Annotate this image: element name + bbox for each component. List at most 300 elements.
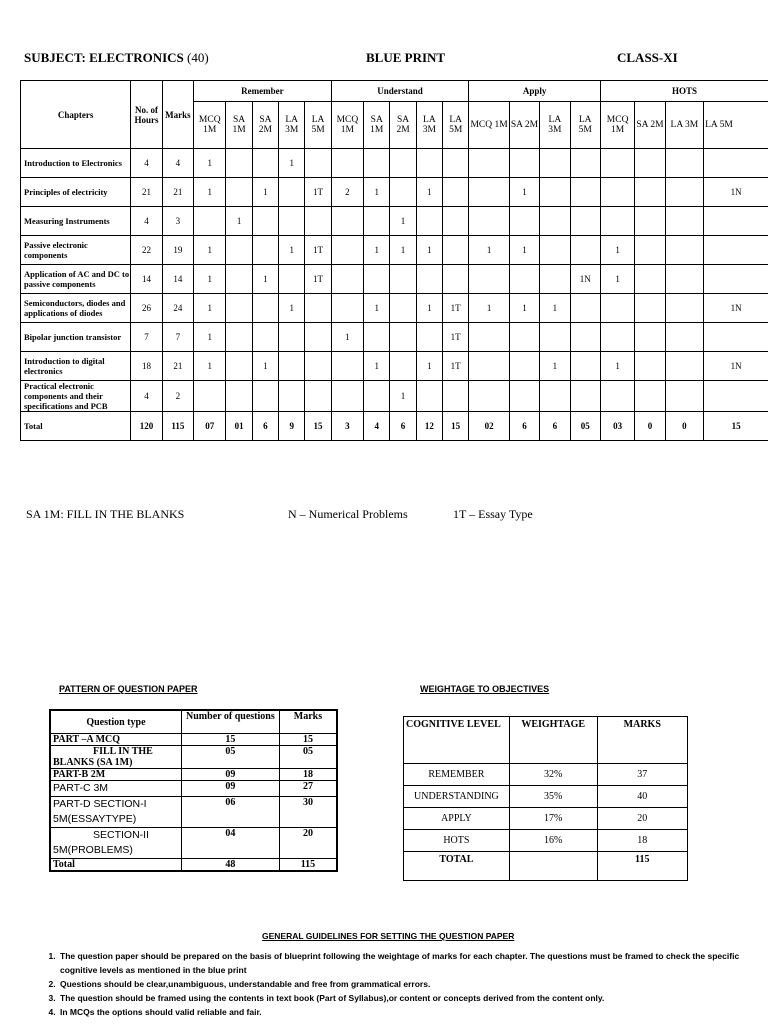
- chapter-row: [21, 178, 768, 207]
- question-count-cell: [305, 323, 331, 352]
- weightage-weight: 16%: [509, 830, 597, 852]
- question-count-cell: [331, 207, 363, 236]
- question-count-cell: [226, 352, 252, 381]
- weightage-weight: 17%: [509, 808, 597, 830]
- question-count-cell: 02: [469, 412, 509, 441]
- question-count-cell: [331, 265, 363, 294]
- chapter-marks: 4: [162, 149, 193, 178]
- question-type-header: SA 2M: [252, 102, 278, 149]
- chapter-name: Introduction to Electronics: [21, 149, 131, 178]
- chapter-name: Practical electronic components and their specifications and PCB: [21, 381, 131, 412]
- question-count-cell: [252, 236, 278, 265]
- question-count-cell: [416, 207, 442, 236]
- question-count-cell: [416, 149, 442, 178]
- chapter-marks: 19: [162, 236, 193, 265]
- chapter-row: [21, 207, 768, 236]
- question-count-cell: 1: [279, 236, 305, 265]
- question-count-cell: 1N: [704, 178, 768, 207]
- pattern-row: [50, 797, 337, 828]
- chapter-name: Principles of electricity: [21, 178, 131, 207]
- question-count-cell: 9: [279, 412, 305, 441]
- question-type-header: LA 5M: [305, 102, 331, 149]
- pattern-row-marks: 30: [279, 797, 337, 828]
- guideline-item: 4. In MCQs the options should valid reliable and fair.: [58, 1005, 758, 1019]
- question-count-cell: [509, 352, 539, 381]
- question-count-cell: 1: [364, 352, 390, 381]
- question-count-cell: [570, 323, 600, 352]
- chapter-name: Application of AC and DC to passive components: [21, 265, 131, 294]
- question-count-cell: 03: [600, 412, 634, 441]
- weightage-row: [404, 786, 688, 808]
- weightage-title: WEIGHTAGE TO OBJECTIVES: [420, 684, 550, 694]
- weightage-body: [404, 764, 688, 881]
- col-hours: No. of Hours: [131, 81, 162, 149]
- question-type-header: MCQ 1M: [331, 102, 363, 149]
- question-count-cell: [570, 236, 600, 265]
- question-count-cell: [540, 381, 570, 412]
- pattern-row: [50, 781, 337, 797]
- question-count-cell: [443, 381, 469, 412]
- question-count-cell: [305, 352, 331, 381]
- question-count-cell: [279, 352, 305, 381]
- question-count-cell: 1: [364, 294, 390, 323]
- subject-marks: (40): [187, 50, 209, 65]
- pattern-row-type: PART –A MCQ: [50, 734, 181, 746]
- pattern-row-type: PART-B 2M: [50, 769, 181, 781]
- weightage-level: UNDERSTANDING: [404, 786, 510, 808]
- question-count-cell: 1: [416, 236, 442, 265]
- question-count-cell: [226, 265, 252, 294]
- question-type-header: LA 5M: [443, 102, 469, 149]
- question-count-cell: [509, 265, 539, 294]
- pattern-row-marks: 27: [279, 781, 337, 797]
- chapter-marks: 3: [162, 207, 193, 236]
- question-count-cell: [305, 294, 331, 323]
- chapter-name: Measuring Instruments: [21, 207, 131, 236]
- weightage-level: REMEMBER: [404, 764, 510, 786]
- weightage-total-marks: 115: [597, 852, 687, 881]
- question-count-cell: [704, 265, 768, 294]
- weightage-weight: 35%: [509, 786, 597, 808]
- question-count-cell: [665, 381, 703, 412]
- question-count-cell: [540, 207, 570, 236]
- question-count-cell: [635, 178, 665, 207]
- question-count-cell: 1: [416, 178, 442, 207]
- pattern-row-type-text: FILL IN THE BLANKS (SA 1M): [53, 746, 153, 768]
- pattern-row-marks: 05: [279, 746, 337, 769]
- weightage-marks: 18: [597, 830, 687, 852]
- pattern-table: [49, 709, 338, 872]
- guidelines-list: [40, 949, 758, 1019]
- question-count-cell: [390, 323, 416, 352]
- question-count-cell: 1: [279, 149, 305, 178]
- pattern-row: [50, 828, 337, 859]
- weightage-marks: 40: [597, 786, 687, 808]
- question-count-cell: [390, 352, 416, 381]
- pattern-row-count: 05: [181, 746, 279, 769]
- pattern-header-type: Question type: [50, 710, 181, 734]
- question-type-header: LA 3M: [416, 102, 442, 149]
- pattern-row-count: 09: [181, 769, 279, 781]
- question-count-cell: 1: [226, 207, 252, 236]
- pattern-row: [50, 734, 337, 746]
- question-count-cell: 4: [364, 412, 390, 441]
- chapter-name: Introduction to digital electronics: [21, 352, 131, 381]
- weightage-header-weight: WEIGHTAGE: [509, 717, 597, 764]
- question-count-cell: [194, 381, 226, 412]
- question-type-header: LA 3M: [665, 102, 703, 149]
- pattern-total-label: Total: [50, 859, 181, 872]
- question-count-cell: [364, 149, 390, 178]
- question-count-cell: [469, 149, 509, 178]
- pattern-row-count: 06: [181, 797, 279, 828]
- chapter-hours: 26: [131, 294, 162, 323]
- weightage-total-row: [404, 852, 688, 881]
- subject-label: SUBJECT: ELECTRONICS: [24, 50, 184, 65]
- chapter-row: [21, 236, 768, 265]
- weightage-marks: 20: [597, 808, 687, 830]
- chapter-hours: 4: [131, 149, 162, 178]
- question-count-cell: [252, 294, 278, 323]
- question-count-cell: [635, 294, 665, 323]
- question-count-cell: [279, 207, 305, 236]
- chapter-hours: 4: [131, 381, 162, 412]
- question-count-cell: [443, 207, 469, 236]
- question-count-cell: [331, 381, 363, 412]
- question-count-cell: 1: [194, 323, 226, 352]
- chapter-marks: 24: [162, 294, 193, 323]
- question-count-cell: [635, 352, 665, 381]
- chapter-hours: 21: [131, 178, 162, 207]
- chapter-hours: 7: [131, 323, 162, 352]
- question-count-cell: 1N: [704, 294, 768, 323]
- question-count-cell: [252, 323, 278, 352]
- question-count-cell: 6: [390, 412, 416, 441]
- question-count-cell: [509, 381, 539, 412]
- pattern-row-type: PART-C 3M: [50, 781, 181, 797]
- question-count-cell: [704, 149, 768, 178]
- weightage-table: [403, 716, 688, 881]
- question-count-cell: [570, 294, 600, 323]
- question-count-cell: [443, 265, 469, 294]
- chapter-hours: 14: [131, 265, 162, 294]
- weightage-row: [404, 830, 688, 852]
- question-type-header: SA 2M: [390, 102, 416, 149]
- question-count-cell: [252, 149, 278, 178]
- question-count-cell: [226, 178, 252, 207]
- question-count-cell: [226, 236, 252, 265]
- question-count-cell: [540, 178, 570, 207]
- guideline-item: 3. The question should be framed using the contents in text book (Part of Syllabus),or content or concepts derived from the content only.: [58, 991, 758, 1005]
- question-count-cell: [252, 207, 278, 236]
- blueprint-table: [20, 80, 768, 441]
- question-count-cell: [704, 207, 768, 236]
- weightage-marks: 37: [597, 764, 687, 786]
- question-count-cell: 6: [509, 412, 539, 441]
- question-count-cell: [540, 236, 570, 265]
- question-count-cell: 1: [252, 265, 278, 294]
- question-count-cell: 0: [665, 412, 703, 441]
- question-count-cell: 1: [364, 178, 390, 207]
- chapter-marks: 21: [162, 352, 193, 381]
- question-count-cell: 15: [305, 412, 331, 441]
- question-count-cell: 07: [194, 412, 226, 441]
- question-count-cell: 6: [540, 412, 570, 441]
- question-count-cell: 1: [600, 352, 634, 381]
- question-count-cell: [635, 149, 665, 178]
- question-count-cell: 1: [194, 294, 226, 323]
- weightage-level: APPLY: [404, 808, 510, 830]
- question-count-cell: [469, 381, 509, 412]
- question-count-cell: 1T: [305, 178, 331, 207]
- question-count-cell: [416, 381, 442, 412]
- question-count-cell: [305, 207, 331, 236]
- question-count-cell: [194, 207, 226, 236]
- subject-heading: [24, 50, 209, 66]
- chapter-hours: 22: [131, 236, 162, 265]
- question-count-cell: 1T: [443, 323, 469, 352]
- chapter-marks: 7: [162, 323, 193, 352]
- question-count-cell: 6: [252, 412, 278, 441]
- question-count-cell: [600, 323, 634, 352]
- question-type-header: SA 2M: [509, 102, 539, 149]
- question-type-header: LA 3M: [540, 102, 570, 149]
- chapter-row: [21, 294, 768, 323]
- pattern-row-type: SECTION-II 5M(PROBLEMS): [50, 828, 181, 859]
- question-count-cell: [665, 294, 703, 323]
- blueprint-total-row: [21, 412, 768, 441]
- question-count-cell: 1N: [570, 265, 600, 294]
- blueprint-body: [21, 149, 768, 441]
- question-type-header: MCQ 1M: [469, 102, 509, 149]
- question-count-cell: [443, 149, 469, 178]
- question-count-cell: 1: [194, 352, 226, 381]
- legend-essay: 1T – Essay Type: [453, 507, 533, 521]
- chapter-row: [21, 381, 768, 412]
- chapter-name: Passive electronic components: [21, 236, 131, 265]
- question-count-cell: [635, 265, 665, 294]
- question-count-cell: 1: [194, 178, 226, 207]
- question-count-cell: [570, 207, 600, 236]
- question-count-cell: 1: [416, 294, 442, 323]
- question-count-cell: [279, 323, 305, 352]
- question-type-header: SA 2M: [635, 102, 665, 149]
- weightage-level: HOTS: [404, 830, 510, 852]
- pattern-row: [50, 769, 337, 781]
- question-count-cell: 1: [390, 207, 416, 236]
- legend-sa: SA 1M: FILL IN THE BLANKS: [26, 507, 185, 521]
- question-count-cell: [509, 207, 539, 236]
- pattern-row-type: [50, 746, 181, 769]
- question-count-cell: [305, 381, 331, 412]
- page-title: BLUE PRINT: [366, 50, 446, 65]
- weightage-row: [404, 808, 688, 830]
- chapter-marks: 14: [162, 265, 193, 294]
- question-count-cell: [635, 381, 665, 412]
- question-type-header: MCQ 1M: [194, 102, 226, 149]
- question-count-cell: [226, 323, 252, 352]
- question-count-cell: [509, 323, 539, 352]
- question-count-cell: [469, 352, 509, 381]
- pattern-row-marks: 20: [279, 828, 337, 859]
- total-label: Total: [21, 412, 131, 441]
- question-type-header: MCQ 1M: [600, 102, 634, 149]
- group-hots: HOTS: [600, 81, 768, 102]
- question-count-cell: 1: [509, 236, 539, 265]
- question-count-cell: [600, 178, 634, 207]
- pattern-total-marks: 115: [279, 859, 337, 872]
- question-count-cell: 1N: [704, 352, 768, 381]
- chapter-hours: 18: [131, 352, 162, 381]
- question-count-cell: 15: [704, 412, 768, 441]
- question-count-cell: 1: [364, 236, 390, 265]
- question-count-cell: [665, 265, 703, 294]
- weightage-header-marks: MARKS: [597, 717, 687, 764]
- question-count-cell: 1: [416, 352, 442, 381]
- question-count-cell: [390, 265, 416, 294]
- question-count-cell: [469, 265, 509, 294]
- pattern-title: PATTERN OF QUESTION PAPER: [59, 684, 198, 694]
- chapter-row: [21, 323, 768, 352]
- question-type-header: LA 5M: [570, 102, 600, 149]
- question-count-cell: [665, 178, 703, 207]
- question-count-cell: [570, 178, 600, 207]
- group-understand: Understand: [331, 81, 469, 102]
- question-count-cell: 1: [252, 178, 278, 207]
- question-count-cell: [226, 294, 252, 323]
- chapter-name: Bipolar junction transistor: [21, 323, 131, 352]
- question-count-cell: [279, 265, 305, 294]
- question-count-cell: [665, 149, 703, 178]
- question-count-cell: 1: [390, 236, 416, 265]
- question-count-cell: [665, 323, 703, 352]
- question-count-cell: [665, 236, 703, 265]
- pattern-header-count: Number of questions: [181, 710, 279, 734]
- question-count-cell: [390, 178, 416, 207]
- question-count-cell: [570, 381, 600, 412]
- chapter-marks: 21: [162, 178, 193, 207]
- question-type-header: SA 1M: [226, 102, 252, 149]
- question-count-cell: [635, 236, 665, 265]
- question-count-cell: [279, 381, 305, 412]
- question-count-cell: [570, 149, 600, 178]
- chapter-marks: 2: [162, 381, 193, 412]
- question-count-cell: 1: [540, 352, 570, 381]
- question-count-cell: [226, 381, 252, 412]
- question-count-cell: [226, 149, 252, 178]
- question-count-cell: [364, 207, 390, 236]
- question-count-cell: [469, 178, 509, 207]
- pattern-total-row: [50, 859, 337, 872]
- weightage-weight: 32%: [509, 764, 597, 786]
- chapter-hours: 4: [131, 207, 162, 236]
- legend-numerical: N – Numerical Problems: [288, 507, 408, 521]
- question-count-cell: [635, 323, 665, 352]
- guideline-item: 2. Questions should be clear,unambiguous, understandable and free from grammatical errors.: [58, 977, 758, 991]
- question-count-cell: [704, 236, 768, 265]
- question-count-cell: 1: [194, 236, 226, 265]
- question-count-cell: 1T: [305, 236, 331, 265]
- question-count-cell: 1: [600, 236, 634, 265]
- question-count-cell: 1: [331, 323, 363, 352]
- question-count-cell: [331, 236, 363, 265]
- group-apply: Apply: [469, 81, 601, 102]
- question-count-cell: [635, 207, 665, 236]
- question-count-cell: [600, 207, 634, 236]
- question-count-cell: 1T: [443, 352, 469, 381]
- question-count-cell: 1T: [443, 294, 469, 323]
- question-count-cell: 1T: [305, 265, 331, 294]
- col-marks: Marks: [162, 81, 193, 149]
- question-count-cell: [331, 149, 363, 178]
- question-count-cell: [665, 207, 703, 236]
- question-count-cell: [570, 352, 600, 381]
- question-count-cell: [364, 381, 390, 412]
- question-count-cell: [331, 352, 363, 381]
- pattern-header-marks: Marks: [279, 710, 337, 734]
- question-count-cell: 3: [331, 412, 363, 441]
- question-count-cell: [416, 265, 442, 294]
- pattern-total-count: 48: [181, 859, 279, 872]
- question-count-cell: [364, 265, 390, 294]
- question-count-cell: [509, 149, 539, 178]
- question-count-cell: [600, 149, 634, 178]
- question-count-cell: [331, 294, 363, 323]
- pattern-row-count: 04: [181, 828, 279, 859]
- question-count-cell: 1: [540, 294, 570, 323]
- question-count-cell: 15: [443, 412, 469, 441]
- question-count-cell: 1: [469, 294, 509, 323]
- group-remember: Remember: [194, 81, 332, 102]
- question-count-cell: [540, 149, 570, 178]
- pattern-row-type: PART-D SECTION-I 5M(ESSAYTYPE): [50, 797, 181, 828]
- class-label: CLASS-XI: [617, 50, 678, 65]
- pattern-row-count: 15: [181, 734, 279, 746]
- question-count-cell: [469, 323, 509, 352]
- weightage-total-weight: [509, 852, 597, 881]
- question-count-cell: 1: [509, 178, 539, 207]
- question-count-cell: [279, 178, 305, 207]
- question-count-cell: 1: [469, 236, 509, 265]
- pattern-row-count: 09: [181, 781, 279, 797]
- pattern-row: [50, 746, 337, 769]
- pattern-row-marks: 18: [279, 769, 337, 781]
- question-count-cell: 0: [635, 412, 665, 441]
- question-type-header: LA 5M: [704, 102, 768, 149]
- question-type-header: LA 3M: [279, 102, 305, 149]
- question-count-cell: 1: [509, 294, 539, 323]
- question-count-cell: [469, 207, 509, 236]
- question-count-cell: [704, 381, 768, 412]
- question-count-cell: 1: [390, 381, 416, 412]
- question-count-cell: [600, 381, 634, 412]
- question-count-cell: [390, 294, 416, 323]
- question-count-cell: 2: [331, 178, 363, 207]
- weightage-total-level: TOTAL: [404, 852, 510, 881]
- question-type-header: SA 1M: [364, 102, 390, 149]
- question-count-cell: [443, 236, 469, 265]
- question-count-cell: 12: [416, 412, 442, 441]
- weightage-header-level: COGNITIVE LEVEL: [404, 717, 510, 764]
- pattern-row-marks: 15: [279, 734, 337, 746]
- chapter-hours: 120: [131, 412, 162, 441]
- question-count-cell: [416, 323, 442, 352]
- chapter-marks: 115: [162, 412, 193, 441]
- question-count-cell: [665, 352, 703, 381]
- guidelines-title: GENERAL GUIDELINES FOR SETTING THE QUESTION PAPER: [262, 931, 515, 941]
- question-count-cell: [305, 149, 331, 178]
- question-count-cell: 1: [279, 294, 305, 323]
